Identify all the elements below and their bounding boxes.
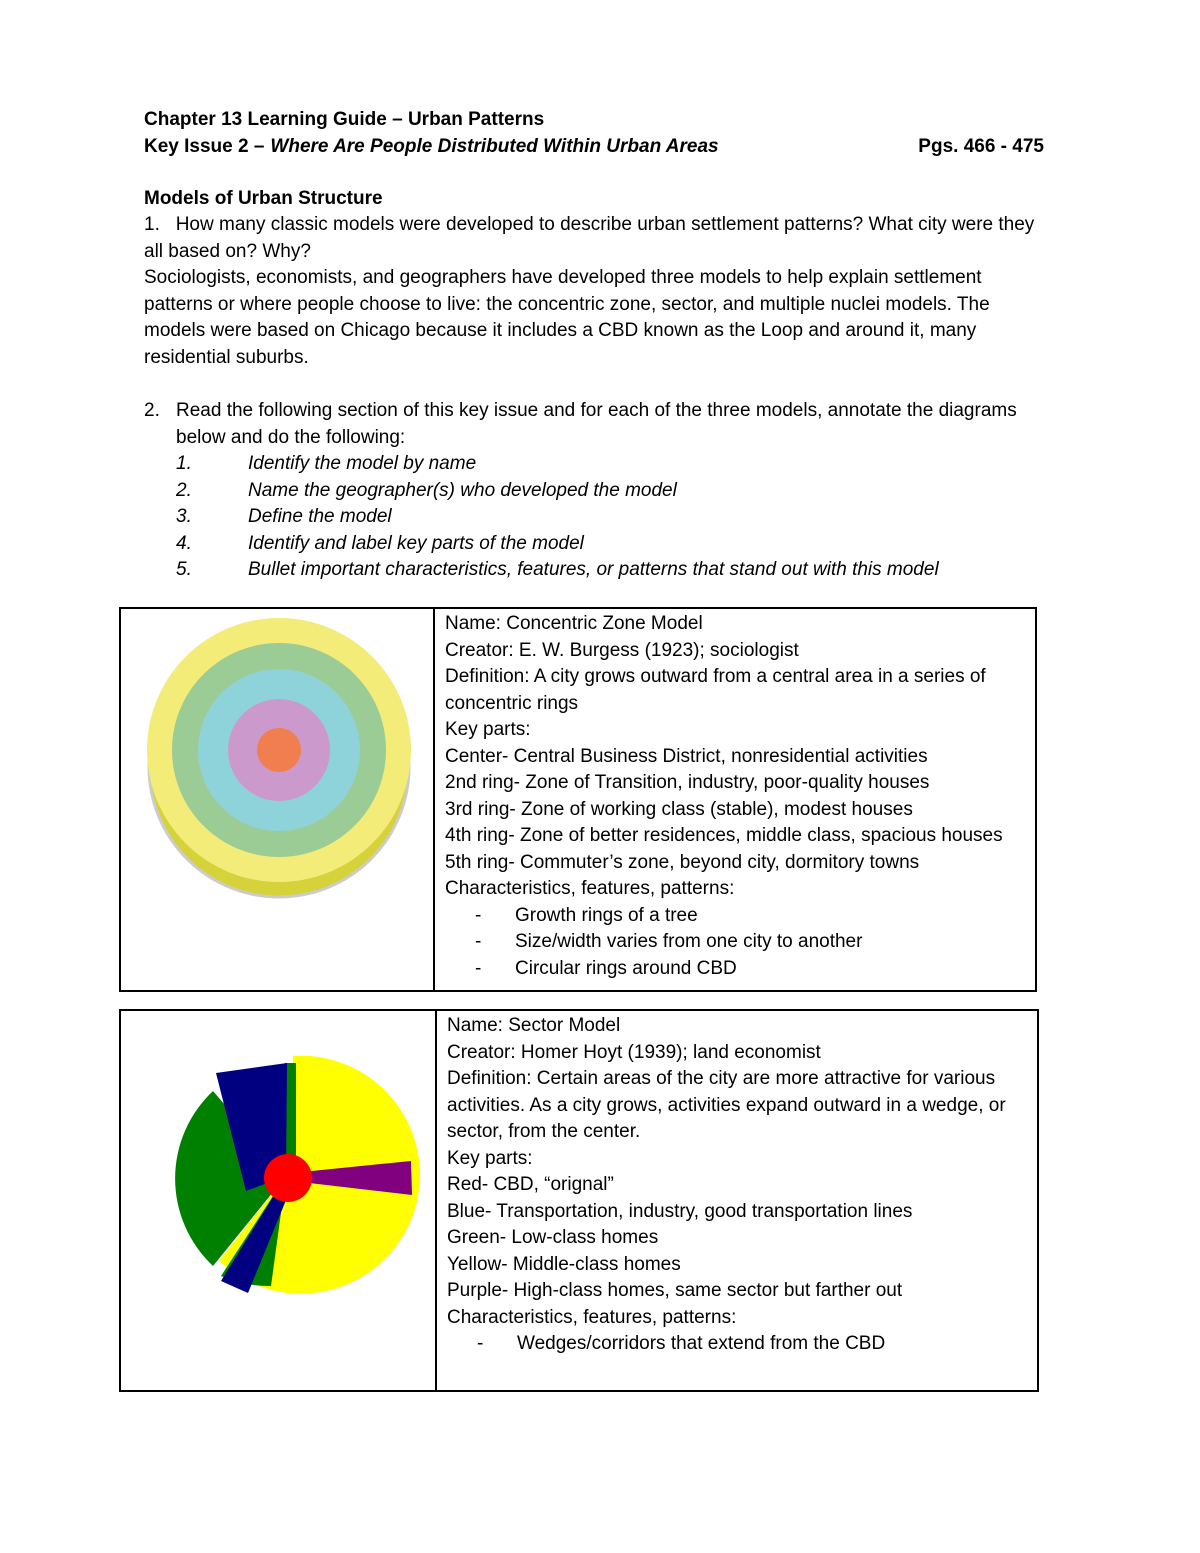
model-name: Name: Concentric Zone Model [445,613,703,634]
question-1-text: 1. How many classic models were developed to describe urban settlement patterns? What city were they all based on? Why? [144,214,1035,262]
model-definition: Definition: A city grows outward from a central area in a series of concentric rings [445,666,986,714]
model-name: Name: Sector Model [447,1015,621,1036]
task-item: 2. Name the geographer(s) who developed the model [176,479,677,501]
sector-diagram-cell [120,1010,436,1391]
key-part-item: Center- Central Business District, nonresidential activities [445,745,928,767]
task-item: 1. Identify the model by name [176,453,477,474]
document-header [144,107,1044,160]
sector-model-table [119,1009,1039,1392]
task-item: 3. Define the model [176,506,392,527]
key-part-item: Yellow- Middle-class homes [447,1253,681,1275]
key-issue-line [144,134,1044,161]
characteristic-bullet: - Growth rings of a tree [475,904,698,926]
sector-description-cell [436,1010,1038,1391]
characteristics-label: Characteristics, features, patterns: [447,1306,737,1328]
key-issue-prefix: Key Issue 2 – [144,135,265,157]
question-1 [144,212,1044,371]
section-title: Models of Urban Structure [144,188,383,209]
characteristic-bullet: - Circular rings around CBD [475,957,737,979]
task-item: 4. Identify and label key parts of the model [176,532,584,554]
characteristic-bullet: - Wedges/corridors that extend from the CBD [477,1333,886,1354]
question-2 [144,398,1054,584]
key-part-item: 2nd ring- Zone of Transition, industry, poor-quality houses [445,772,930,793]
question-2-text: 2. Read the following section of this key issue and for each of the three models, annotate the diagrams below and do the following: [144,398,1054,451]
concentric-diagram-cell [120,608,434,991]
question-1-number: 1. [144,214,160,235]
key-part-item: Blue- Transportation, industry, good transportation lines [447,1200,913,1222]
key-issue-title: Where Are People Distributed Within Urban Areas [270,135,719,157]
task-list [176,451,1054,584]
model-definition: Definition: Certain areas of the city are more attractive for various activities. As a city grows, activities expand outward in a wedge, or sector, from the center. [447,1068,1006,1142]
concentric-zone-diagram [121,609,433,981]
key-part-item: Green- Low-class homes [447,1227,659,1248]
cbd-center [257,728,301,772]
question-2-number: 2. [144,400,160,421]
characteristics-label: Characteristics, features, patterns: [445,878,735,899]
key-part-item: 4th ring- Zone of better residences, middle class, spacious houses [445,825,1003,846]
key-parts-label: Key parts: [445,719,531,740]
key-part-item: Red- CBD, “orignal” [447,1174,614,1195]
model-creator: Creator: E. W. Burgess (1923); sociologist [445,639,799,661]
key-part-item: 5th ring- Commuter’s zone, beyond city, dormitory towns [445,851,920,873]
question-1-answer: Sociologists, economists, and geographers have developed three models to help explain settlement patterns or where people choose to live: the concentric zone, sector, and multiple nuclei models. The models were based on Chicago because it includes a CBD known as the Loop and around it, many residential suburbs. [144,267,990,368]
concentric-description-cell [434,608,1036,991]
sector-red-cbd [264,1154,312,1202]
page-range: Pgs. 466 - 475 [918,135,1044,157]
task-item: 5. Bullet important characteristics, features, or patterns that stand out with this model [176,559,939,580]
characteristic-bullet: - Size/width varies from one city to another [475,931,863,952]
chapter-title: Chapter 13 Learning Guide – Urban Patterns [144,109,545,130]
model-creator: Creator: Homer Hoyt (1939); land economist [447,1041,821,1063]
key-part-item: Purple- High-class homes, same sector but farther out [447,1280,903,1301]
key-part-item: 3rd ring- Zone of working class (stable), modest houses [445,798,913,820]
concentric-zone-table [119,607,1037,992]
sector-model-diagram [121,1011,435,1381]
key-parts-label: Key parts: [447,1147,533,1169]
